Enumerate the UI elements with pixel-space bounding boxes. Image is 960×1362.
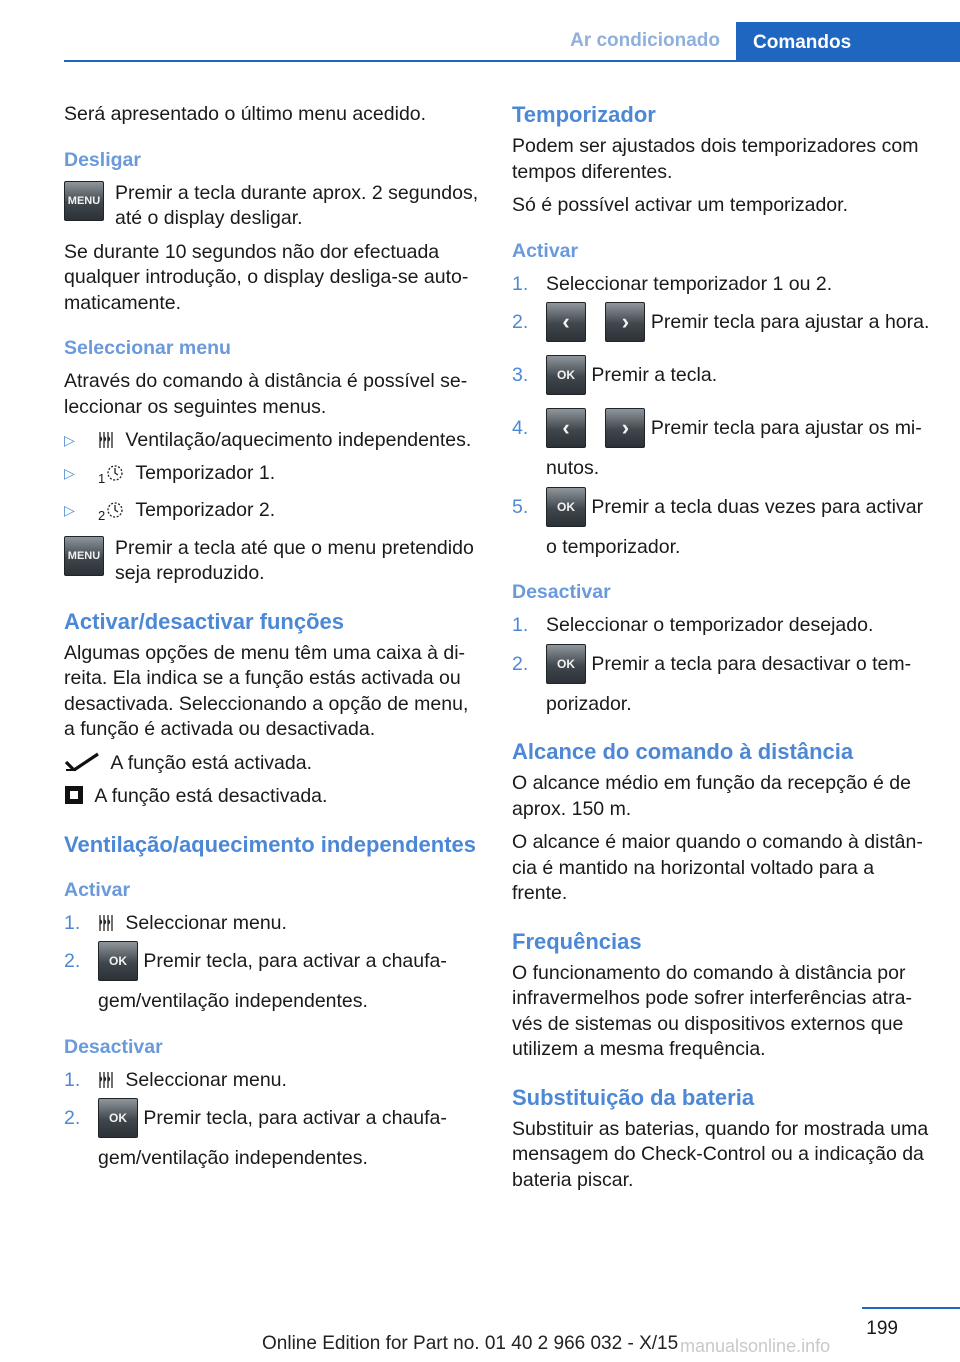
intro-text: Será apresentado o último menu acedido. [64, 103, 427, 125]
timer-number: 2 [98, 508, 106, 523]
left-column [64, 100, 484, 1185]
list-item [64, 498, 484, 529]
list-item [64, 461, 484, 492]
ventilation-icon [98, 914, 114, 932]
arrow-right-key-icon: › [605, 408, 645, 448]
status-on-row [64, 751, 484, 777]
desligar-text: Premir a tecla durante aprox. 2 segundos, até o display desligar. [115, 181, 479, 229]
list-item [512, 310, 932, 350]
arrow-left-key-icon: ‹ [546, 408, 586, 448]
heading-activar: Activar [64, 878, 131, 901]
desligar-row [64, 181, 484, 232]
step-number: 2. [512, 311, 529, 333]
ok-key-icon: OK [546, 355, 586, 395]
heading-desactivar: Desactivar [512, 581, 611, 603]
list-item [64, 949, 484, 1015]
step-number: 2. [64, 1107, 81, 1129]
status-on-text: A função está activada. [110, 751, 312, 774]
step-number: 1. [512, 614, 529, 636]
step-text: Seleccionar menu. [125, 1068, 287, 1091]
heading-range: Alcance do comando à distância [512, 739, 854, 764]
checkbox-checked-icon [64, 752, 100, 772]
ventilation-icon [98, 1071, 114, 1089]
heading-select-menu: Seleccionar menu [64, 337, 231, 359]
menu-list [64, 428, 484, 529]
step-text: Premir a tecla para desactivar o temporizador. [546, 652, 912, 715]
arrow-right-key-icon: › [605, 302, 645, 342]
bullet-triangle-icon: ▷ [64, 502, 75, 518]
desactivar-steps [64, 1068, 484, 1172]
frequencies-text: O funcionamento do comando à distância por infravermelhos pode sofrer interferências através de sistemas ou dispositivos externos que utilizem a mesma frequência. [512, 961, 912, 1060]
ok-key-icon: OK [98, 941, 138, 981]
checkbox-empty-icon [64, 785, 84, 805]
heading-timer: Temporizador [512, 102, 656, 127]
step-text: Premir tecla, para activar a chaufagem/ventilação independentes. [98, 950, 447, 1012]
timer-activar-steps [512, 272, 932, 561]
battery-text: Substituir as baterias, quando for mostrada uma mensagem do Check-Control ou a indicação da bateria piscar. [512, 1117, 929, 1191]
bullet-triangle-icon: ▷ [64, 432, 75, 448]
heading-activar: Activar [512, 239, 579, 262]
heading-functions: Activar/desactivar funções [64, 608, 345, 634]
list-item [512, 416, 932, 482]
select-menu-key-row [64, 536, 484, 587]
timer-icon [106, 464, 124, 482]
menu-timer2-label: Temporizador 2. [135, 499, 276, 521]
step-number: 1. [512, 272, 529, 295]
heading-frequencies: Frequências [512, 928, 642, 954]
menu-timer1-label: Temporizador 1. [135, 461, 276, 484]
menu-key-icon: MENU [64, 181, 104, 221]
list-item [64, 428, 484, 454]
step-text: Premir tecla para ajustar os minutos. [546, 417, 922, 479]
heading-desactivar: Desactivar [64, 1035, 163, 1058]
list-item [512, 495, 932, 561]
range-text-1: O alcance médio em função da recepção é de aprox. 150 m. [512, 772, 911, 820]
step-text: Seleccionar o temporizador desejado. [546, 614, 874, 636]
step-text: Premir tecla para ajustar a hora. [650, 311, 930, 333]
timer-number: 1 [98, 470, 106, 486]
list-item [512, 652, 932, 718]
list-item [512, 272, 932, 298]
right-column [512, 100, 932, 1201]
arrow-left-key-icon: ‹ [546, 302, 586, 342]
step-number: 5. [512, 495, 529, 518]
step-number: 3. [512, 364, 529, 386]
breadcrumb[interactable]: Ar condicionado [570, 30, 720, 51]
section-tab[interactable]: Comandos [736, 22, 960, 62]
list-item [512, 613, 932, 639]
range-text-2: O alcance é maior quando o comando à distância é mantido na horizontal voltado para a frente. [512, 831, 923, 904]
step-number: 4. [512, 417, 529, 439]
ok-key-icon: OK [546, 487, 586, 527]
ok-key-icon: OK [546, 644, 586, 684]
footer-rule [862, 1307, 960, 1309]
watermark: manualsonline.info [680, 1336, 831, 1356]
step-number: 1. [64, 1068, 81, 1091]
list-item [64, 1106, 484, 1172]
heading-battery: Substituição da bateria [512, 1084, 755, 1110]
status-off-text: A função está desactivada. [94, 785, 328, 807]
status-off-row [64, 784, 484, 810]
functions-text: Algumas opções de menu têm uma caixa à direita. Ela indica se a função estás activada ou desactivada. Seleccionando a opção de menu, a função é activada ou desactivada. [64, 641, 469, 740]
menu-key-icon: MENU [64, 536, 104, 576]
header-rule [64, 60, 960, 62]
ventilation-icon [98, 431, 114, 449]
page-header [0, 0, 960, 62]
step-text: Premir a tecla. [591, 364, 718, 386]
heading-desligar: Desligar [64, 148, 141, 171]
page-number: 199 [866, 1318, 898, 1339]
bullet-triangle-icon: ▷ [64, 464, 75, 481]
step-number: 2. [512, 652, 529, 675]
step-text: Seleccionar menu. [125, 911, 287, 934]
ok-key-icon: OK [98, 1098, 138, 1138]
list-item [64, 1068, 484, 1094]
heading-ventilation: Ventilação/aquecimento independentes [64, 831, 476, 857]
step-text: Seleccionar temporizador 1 ou 2. [546, 272, 833, 295]
step-text: Premir tecla, para activar a chaufagem/ventilação independentes. [98, 1107, 447, 1169]
timer-text-2: Só é possível activar um temporizador. [512, 194, 848, 216]
select-menu-text: Através do comando à distância é possível seleccionar os seguintes menus. [64, 370, 468, 418]
timer-desactivar-steps [512, 613, 932, 717]
list-item [512, 363, 932, 403]
activar-steps [64, 911, 484, 1015]
edition-text: Online Edition for Part no. 01 40 2 966 032 - X/15 [262, 1333, 679, 1354]
timer-text-1: Podem ser ajustados dois temporizadores com tempos diferentes. [512, 135, 919, 183]
step-number: 2. [64, 950, 81, 972]
step-text: Premir a tecla duas vezes para activar o temporizador. [546, 495, 924, 558]
step-number: 1. [64, 911, 81, 934]
timer-icon [106, 501, 124, 519]
list-item [64, 911, 484, 937]
menu-ventilation-label: Ventilação/aquecimento independentes. [125, 429, 472, 451]
auto-off-text: Se durante 10 segundos não dor efectuada qualquer introdução, o display desliga-se automaticamente. [64, 240, 469, 314]
select-menu-key-text: Premir a tecla até que o menu pretendido seja reproduzido. [115, 536, 474, 584]
